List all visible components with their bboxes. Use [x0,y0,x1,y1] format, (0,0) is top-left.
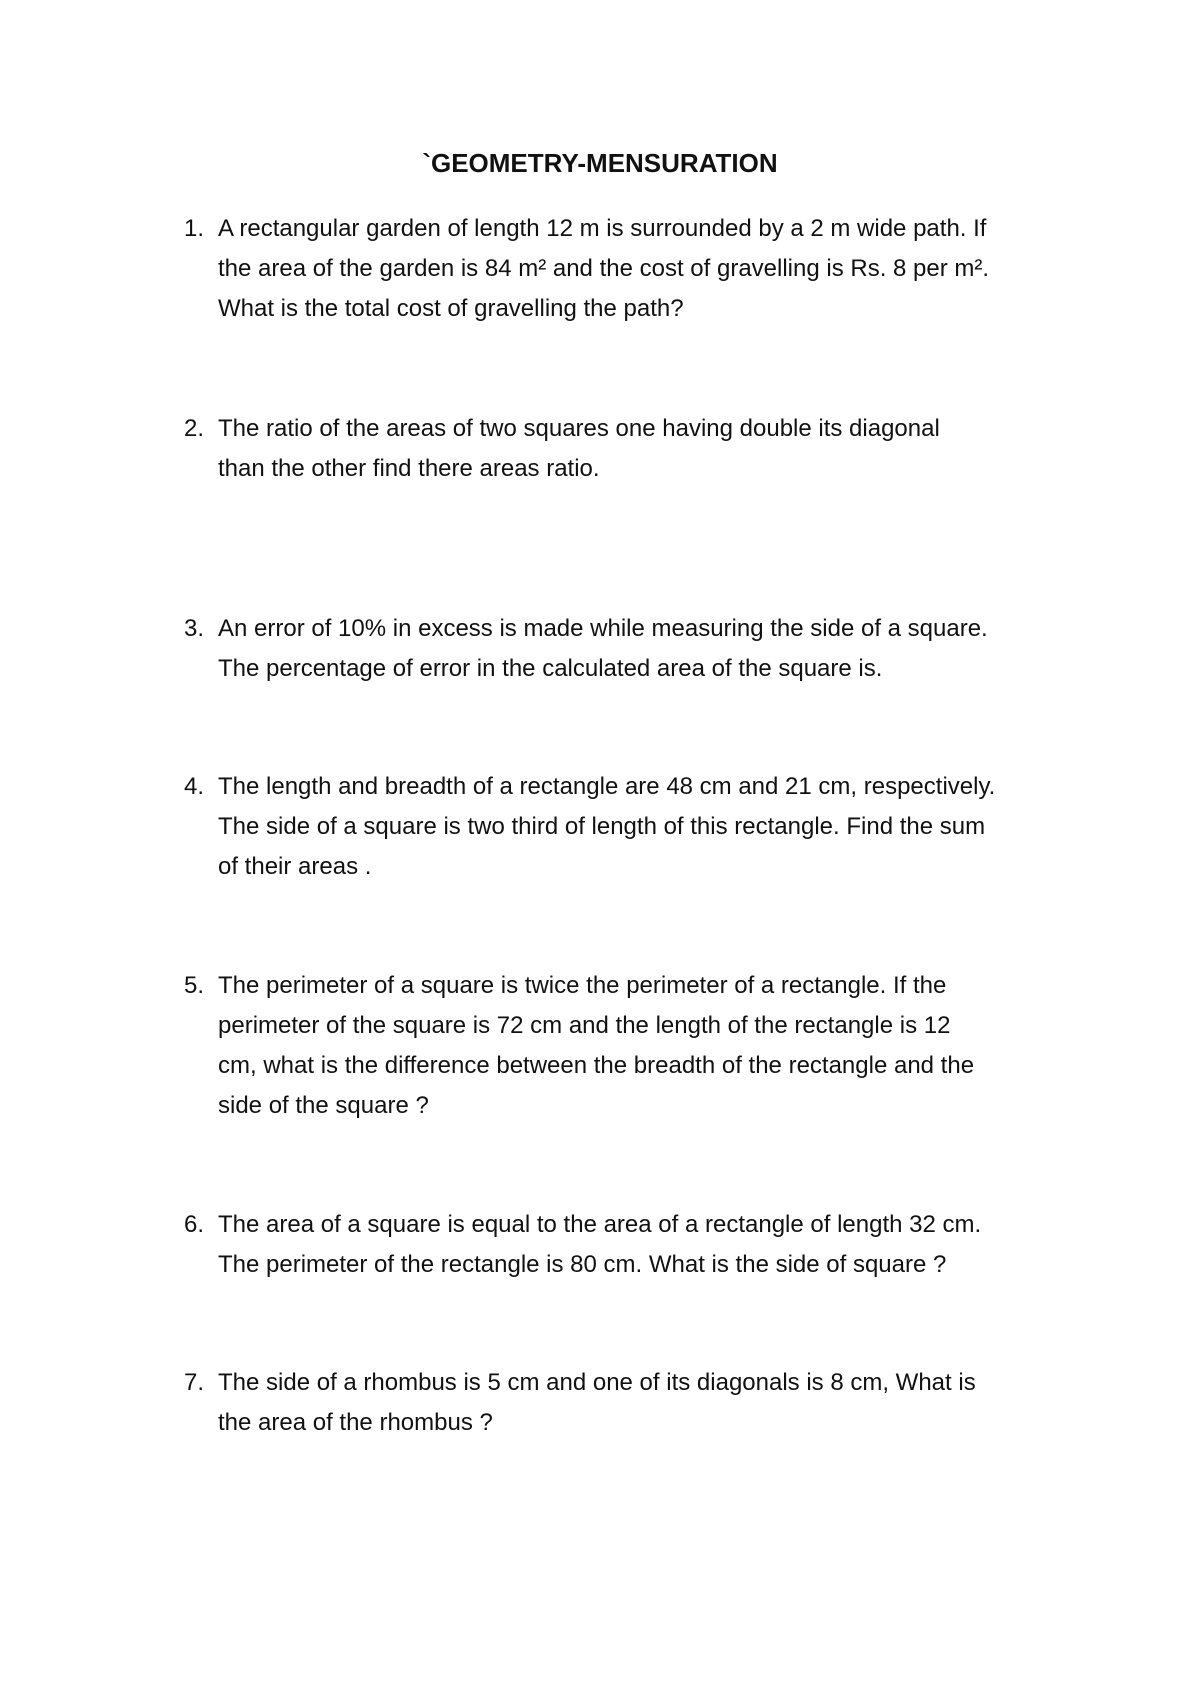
question-text [218,209,1064,329]
question-number: 7. [184,1369,205,1396]
question-number: 1. [184,215,205,242]
question-line: The area of a square is equal to the area of a rectangle of length 32 cm. [218,1211,982,1238]
question-6 [184,1205,1064,1285]
question-line: the area of the rhombus ? [218,1409,493,1436]
question-4 [184,767,1064,887]
question-line: The length and breadth of a rectangle are 48 cm and 21 cm, respectively. [218,773,996,800]
question-5 [184,966,1064,1126]
question-3 [184,609,1064,689]
question-line: cm, what is the difference between the breadth of the rectangle and the [218,1052,975,1079]
question-text [218,767,1064,887]
question-7 [184,1363,1064,1443]
question-line: of their areas . [218,853,372,880]
question-line: perimeter of the square is 72 cm and the length of the rectangle is 12 [218,1012,951,1039]
question-line: The perimeter of a square is twice the perimeter of a rectangle. If the [218,972,947,999]
question-line: What is the total cost of gravelling the path? [218,295,684,322]
question-text [218,609,1064,689]
question-2 [184,409,1064,489]
question-line: A rectangular garden of length 12 m is surrounded by a 2 m wide path. If [218,215,987,242]
question-line: The side of a rhombus is 5 cm and one of its diagonals is 8 cm, What is [218,1369,976,1396]
question-line: The percentage of error in the calculated area of the square is. [218,655,883,682]
question-number: 5. [184,972,205,999]
question-text [218,966,1064,1126]
question-text [218,409,1064,489]
question-number: 3. [184,615,205,642]
question-number: 6. [184,1211,205,1238]
question-number: 4. [184,773,205,800]
question-line: The perimeter of the rectangle is 80 cm. What is the side of square ? [218,1251,947,1278]
question-1 [184,209,1064,329]
question-line: than the other find there areas ratio. [218,455,600,482]
question-text [218,1205,1064,1285]
question-line: An error of 10% in excess is made while measuring the side of a square. [218,615,988,642]
question-line: The side of a square is two third of length of this rectangle. Find the sum [218,813,986,840]
question-text [218,1363,1064,1443]
page-title: `GEOMETRY-MENSURATION [422,148,778,178]
question-line: the area of the garden is 84 m² and the cost of gravelling is Rs. 8 per m². [218,255,990,282]
question-line: The ratio of the areas of two squares one having double its diagonal [218,415,940,442]
question-number: 2. [184,415,205,442]
question-line: side of the square ? [218,1092,429,1119]
